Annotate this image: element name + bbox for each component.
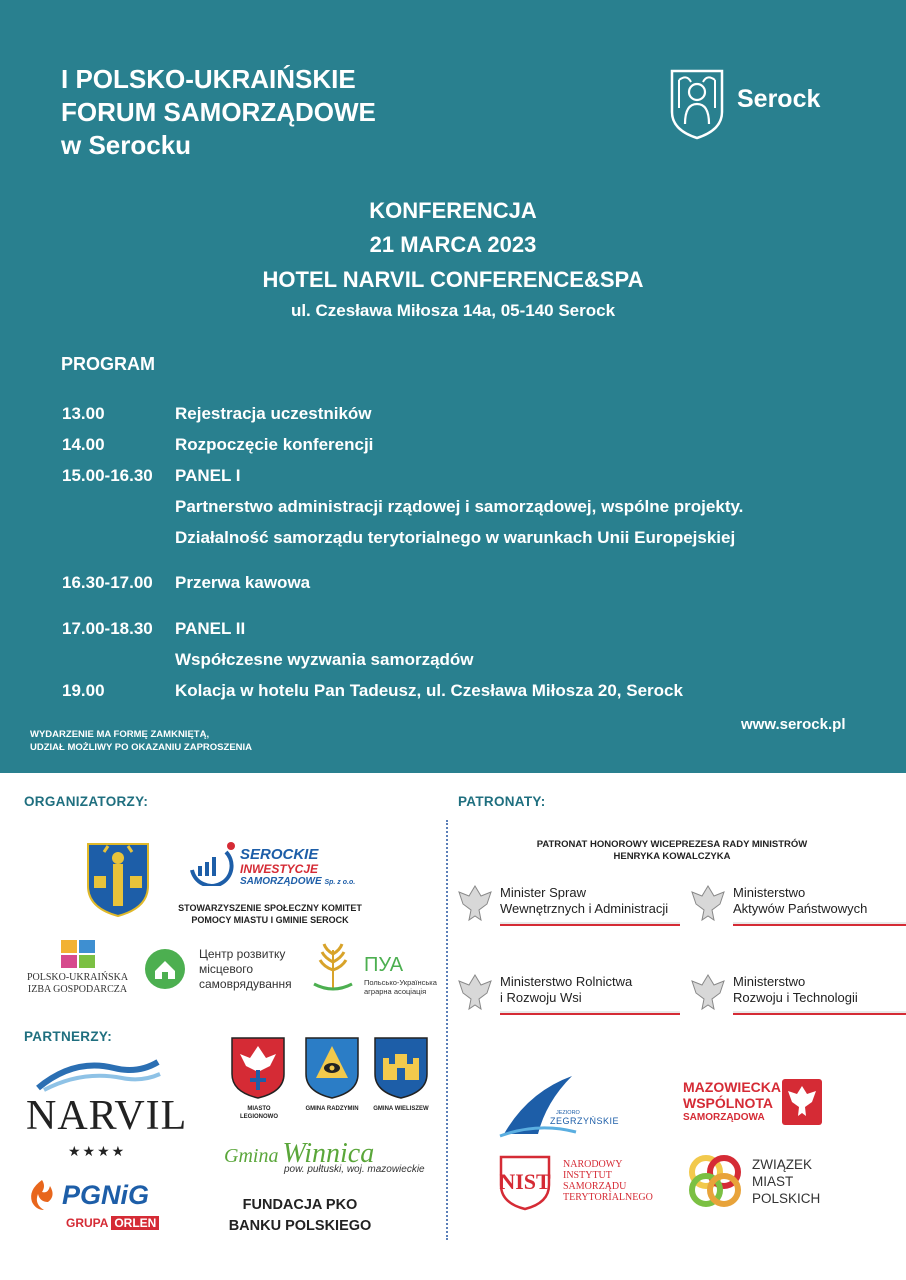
si-line2: INWESTYCJE xyxy=(240,862,319,876)
pko-line1: FUNDACJA PKO xyxy=(242,1197,358,1213)
mazowiecka-logo xyxy=(683,1078,833,1128)
program-time: 19.00 xyxy=(62,681,105,700)
forum-title-line1: I POLSKO-UKRAIŃSKIE xyxy=(61,64,356,94)
committee-line1: STOWARZYSZENIE SPOŁECZNY KOMITET xyxy=(178,903,362,913)
flame-icon xyxy=(26,1178,58,1212)
website-link[interactable]: www.serock.pl xyxy=(741,716,846,733)
eagle-icon xyxy=(688,971,728,1015)
zmp-line1: ZWIĄZEK xyxy=(752,1157,812,1172)
puzzle-icon xyxy=(59,938,97,970)
crest2-label: GMINA RADZYMIN xyxy=(305,1106,359,1112)
ministry-assets xyxy=(688,882,878,932)
program-text: Rozpoczęcie konferencji xyxy=(175,435,374,454)
program-text: PANEL II xyxy=(175,619,246,638)
conference-venue: HOTEL NARVIL CONFERENCE&SPA xyxy=(262,267,644,292)
program-text: Kolacja w hotelu Pan Tadeusz, ul. Czesława Miłosza 20, Serock xyxy=(175,681,683,700)
pua-label xyxy=(364,978,437,996)
program-title: PROGRAM xyxy=(61,354,155,374)
winnica-sub: pow. pułtuski, woj. mazowieckie xyxy=(284,1164,425,1175)
radzymin-crest xyxy=(301,1036,363,1116)
pua-abbr: ПУА xyxy=(364,954,404,976)
pua-line2: аграрна асоціація xyxy=(364,987,427,996)
chamber-line2: IZBA GOSPODARCZA xyxy=(27,984,128,995)
eagle-icon xyxy=(455,971,495,1015)
event-note-line1: WYDARZENIE MA FORMĘ ZAMKNIĘTĄ, xyxy=(30,729,210,740)
centre-logo xyxy=(143,947,303,997)
winnica-logo xyxy=(222,1138,432,1178)
winnica-b: Winnica xyxy=(282,1138,375,1169)
program-text: Działalność samorządu terytorialnego w warunkach Unii Europejskiej xyxy=(175,528,736,547)
serockie-inwestycje-logo xyxy=(186,840,366,890)
conference-date: 21 MARCA 2023 xyxy=(369,232,537,257)
crest1-label: MIASTO LEGIONOWO xyxy=(240,1106,278,1120)
program-time: 15.00-16.30 xyxy=(62,466,153,485)
si-suffix: Sp. z o.o. xyxy=(324,879,356,886)
nist-label xyxy=(563,1159,653,1203)
nist-line2: INSTYTUT xyxy=(563,1170,612,1181)
honorary-patronage xyxy=(480,839,864,863)
committee-label xyxy=(170,902,370,926)
growth-chart-icon xyxy=(186,840,240,886)
svg-text:NIST: NIST xyxy=(499,1169,551,1194)
pgnig-wordmark: PGNiG xyxy=(62,1180,150,1210)
m2-line2: Aktywów Państwowych xyxy=(733,901,868,916)
m4-line1: Ministerstwo xyxy=(733,974,806,989)
pgnig-logo xyxy=(26,1178,176,1238)
zmp-line2: MIAST xyxy=(752,1174,794,1189)
nist-line1: NARODOWY xyxy=(563,1159,623,1170)
eagle-crest-icon xyxy=(230,1036,286,1100)
ministry-interior xyxy=(455,882,669,932)
centre-line3: самоврядування xyxy=(199,977,292,991)
centre-line1: Центр розвитку xyxy=(199,947,286,961)
honorary-line1: PATRONAT HONOROWY WICEPREZESA RADY MINISTRÓW xyxy=(536,839,808,850)
ministry1-label xyxy=(500,885,668,917)
zegrze-logo xyxy=(498,1072,628,1142)
nist-logo xyxy=(497,1153,667,1213)
zmp-line3: POLSKICH xyxy=(752,1191,821,1206)
centre-label xyxy=(199,947,292,992)
mazovia-eagle-icon xyxy=(781,1078,823,1126)
flag-bar xyxy=(500,922,680,926)
centre-line2: місцевого xyxy=(199,962,254,976)
narvil-logo xyxy=(22,1052,188,1162)
program-time: 13.00 xyxy=(62,404,105,423)
zmp-logo xyxy=(684,1150,844,1212)
pua-line1: Польсько-Українська xyxy=(364,978,437,987)
organizers-title: ORGANIZATORZY: xyxy=(24,794,149,809)
event-note-line2: UDZIAŁ MOŻLIWY PO OKAZANIU ZAPROSZENIA xyxy=(30,742,253,753)
serock-crest-icon xyxy=(669,68,725,140)
eagle-icon xyxy=(688,882,728,926)
grupa-text: GRUPA xyxy=(66,1216,108,1230)
ministry-agriculture xyxy=(455,971,645,1021)
m3-line2: i Rozwoju Wsi xyxy=(500,990,582,1005)
coat-of-arms-icon xyxy=(86,842,150,918)
legionowo-crest xyxy=(230,1036,288,1120)
program-text: Przerwa kawowa xyxy=(175,573,311,592)
conference-address: ul. Czesława Miłosza 14a, 05-140 Serock xyxy=(290,301,616,320)
si-line1: SEROCKIE xyxy=(240,846,319,863)
si-line3 xyxy=(240,876,355,887)
winnica-a: Gmina xyxy=(224,1145,279,1167)
forum-title-line2: FORUM SAMORZĄDOWE xyxy=(61,97,376,127)
flag-bar xyxy=(733,922,906,926)
pua-logo xyxy=(306,940,446,1000)
serock-wordmark: Serock xyxy=(737,85,821,113)
grupa-orlen xyxy=(66,1216,159,1230)
si-line3-text: SAMORZĄDOWE xyxy=(240,876,322,887)
chamber-line1: POLSKO-UKRAIŃSKA xyxy=(26,972,129,983)
forum-title-line3: w Serocku xyxy=(61,130,192,160)
m3-line1: Ministerstwo Rolnictwa xyxy=(500,974,633,989)
m1-line1: Minister Spraw xyxy=(500,885,586,900)
narvil-wordmark: NARVIL xyxy=(26,1093,188,1139)
nist-line3: SAMORZĄDU xyxy=(563,1181,627,1192)
honorary-line2: HENRYKA KOWALCZYKA xyxy=(613,851,731,862)
column-divider xyxy=(446,820,448,1240)
m4-line2: Rozwoju i Technologii xyxy=(733,990,858,1005)
serock-logo xyxy=(669,68,829,140)
conference-label: KONFERENCJA xyxy=(369,198,537,223)
castle-crest-icon xyxy=(373,1036,429,1100)
nist-monogram-icon xyxy=(497,1153,553,1211)
serock-coat-of-arms xyxy=(86,842,150,923)
nist-line4: TERYTORIALNEGO xyxy=(563,1192,653,1203)
patrons-title: PATRONATY: xyxy=(458,794,546,809)
ministry-development xyxy=(688,971,878,1021)
pko-foundation xyxy=(212,1195,388,1237)
program-text: Współczesne wyzwania samorządów xyxy=(175,650,474,669)
ministry2-label xyxy=(733,885,867,917)
eagle-icon xyxy=(455,882,495,926)
ministry4-label xyxy=(733,974,858,1006)
eye-crest-icon xyxy=(304,1036,360,1100)
maz-line2: WSPÓLNOTA xyxy=(683,1095,773,1111)
zegrze-b: ZEGRZYŃSKIE xyxy=(550,1116,620,1126)
wheat-icon xyxy=(306,940,360,994)
program-time: 14.00 xyxy=(62,435,105,454)
orlen-text: ORLEN xyxy=(111,1216,159,1230)
rings-icon xyxy=(684,1150,746,1212)
chamber-logo xyxy=(20,938,135,998)
program-text: Partnerstwo administracji rządowej i samorządowej, wspólne projekty. xyxy=(175,497,744,516)
flag-bar xyxy=(733,1011,906,1015)
maz-line1: MAZOWIECKA xyxy=(683,1079,781,1095)
m2-line1: Ministerstwo xyxy=(733,885,806,900)
zegrze-a: JEZIORO xyxy=(556,1110,580,1116)
zmp-label xyxy=(752,1156,820,1207)
program-time: 17.00-18.30 xyxy=(62,619,153,638)
narvil-stars: ★★★★ xyxy=(68,1143,127,1159)
ministry3-label xyxy=(500,974,632,1006)
partners-title: PARTNERZY: xyxy=(24,1029,112,1044)
program-time: 16.30-17.00 xyxy=(62,573,153,592)
m1-line2: Wewnętrznych i Administracji xyxy=(500,901,669,916)
crest3-label: GMINA WIELISZEW xyxy=(373,1106,429,1112)
program-text: PANEL I xyxy=(175,466,241,485)
program-text: Rejestracja uczestników xyxy=(175,404,372,423)
committee-line2: POMOCY MIASTU I GMINIE SEROCK xyxy=(191,915,349,925)
flag-bar xyxy=(500,1011,680,1015)
event-note xyxy=(30,728,252,754)
maz-line3: SAMORZĄDOWA xyxy=(683,1112,765,1123)
house-leaf-icon xyxy=(143,947,187,991)
wave-icon xyxy=(34,1052,164,1092)
wieliszew-crest xyxy=(371,1036,431,1116)
pko-line2: BANKU POLSKIEGO xyxy=(228,1218,372,1234)
sail-icon xyxy=(498,1072,578,1138)
